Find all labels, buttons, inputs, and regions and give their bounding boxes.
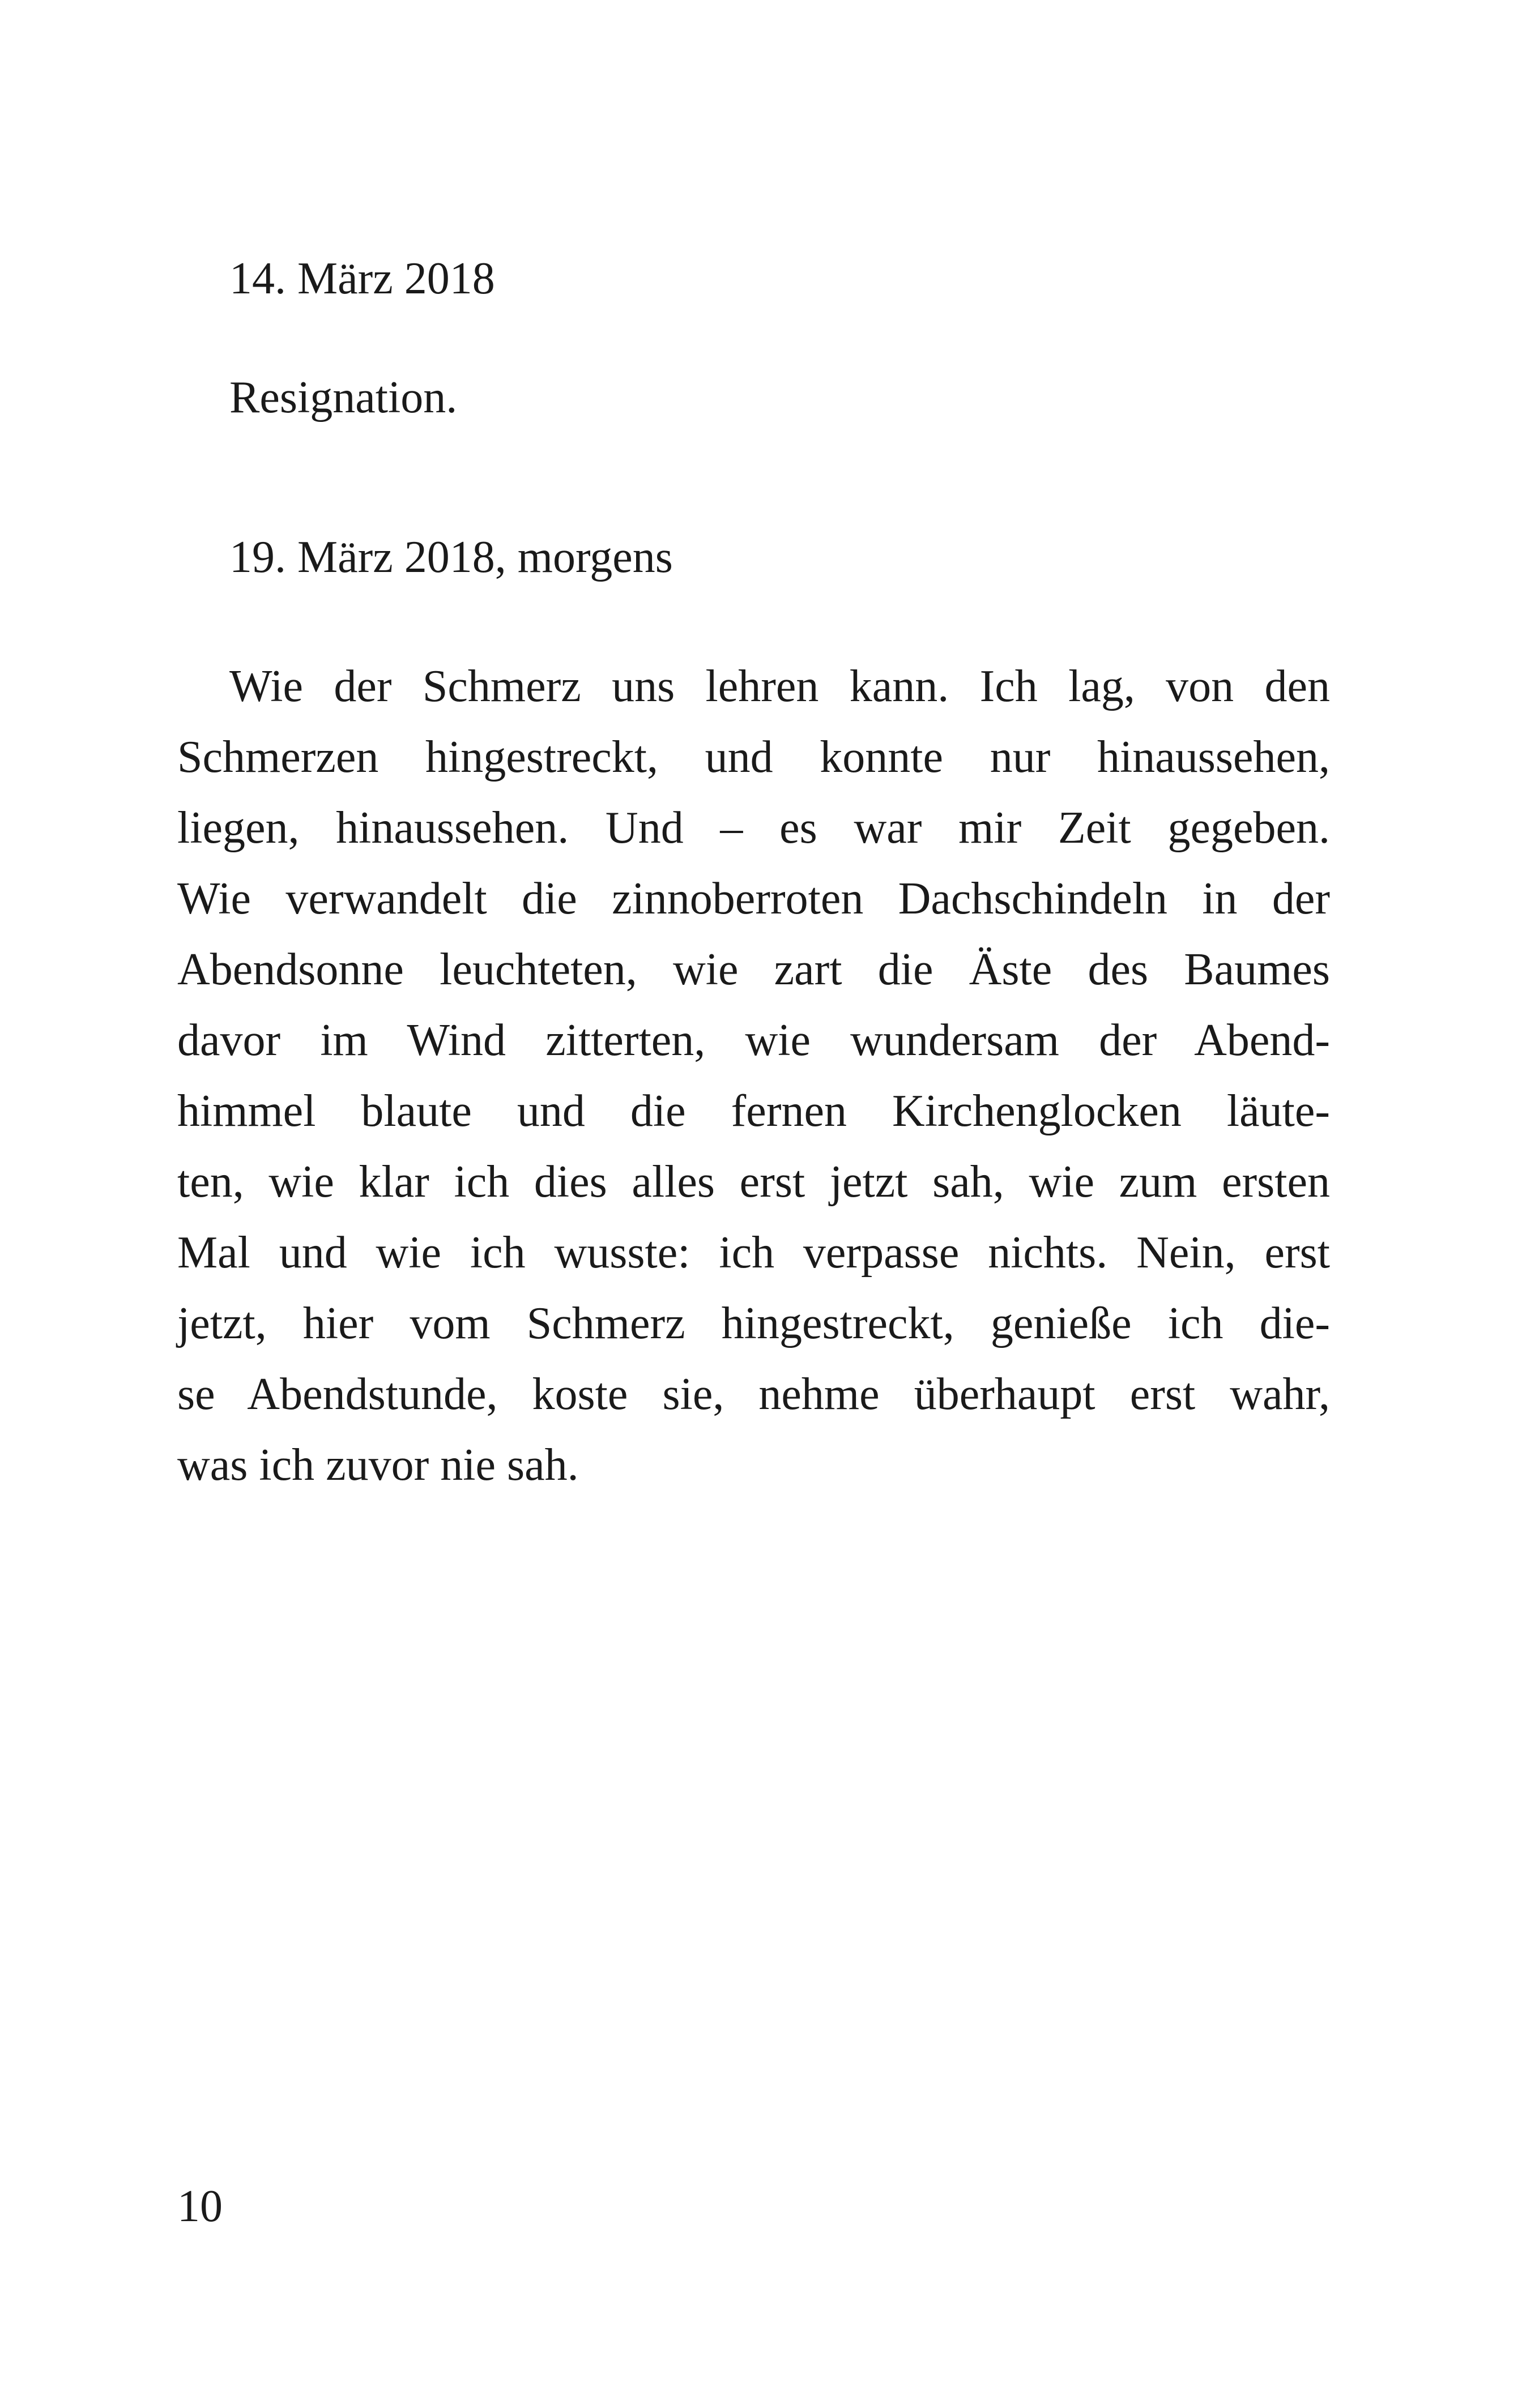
page-number: 10 bbox=[177, 2181, 223, 2231]
paragraph-line: davor im Wind zitterten, wie wundersam der Abend- bbox=[177, 1015, 1330, 1065]
paragraph-line: Schmerzen hingestreckt, und konnte nur hinaussehen, bbox=[177, 732, 1330, 782]
diary-paragraph bbox=[177, 651, 1330, 1501]
paragraph-line: ten, wie klar ich dies alles erst jetzt sah, wie zum ersten bbox=[177, 1157, 1330, 1207]
entry-date-1: 14. März 2018 bbox=[229, 254, 495, 304]
paragraph-line: Mal und wie ich wusste: ich verpasse nichts. Nein, erst bbox=[177, 1228, 1330, 1278]
paragraph-line: was ich zuvor nie sah. bbox=[177, 1440, 579, 1490]
paragraph-line: liegen, hinaussehen. Und – es war mir Zeit gegeben. bbox=[177, 803, 1330, 853]
entry-date-2: 19. März 2018, morgens bbox=[229, 532, 673, 582]
paragraph-line: himmel blaute und die fernen Kirchenglocken läute- bbox=[177, 1086, 1330, 1136]
paragraph-line: jetzt, hier vom Schmerz hingestreckt, genieße ich die- bbox=[177, 1299, 1330, 1348]
paragraph-line: Wie verwandelt die zinnoberroten Dachschindeln in der bbox=[177, 874, 1330, 924]
entry-text-1: Resignation. bbox=[229, 373, 458, 422]
paragraph-line: se Abendstunde, koste sie, nehme überhaupt erst wahr, bbox=[177, 1369, 1330, 1419]
paragraph-line: Abendsonne leuchteten, wie zart die Äste des Baumes bbox=[177, 945, 1330, 994]
paragraph-line: Wie der Schmerz uns lehren kann. Ich lag, von den bbox=[229, 661, 1330, 711]
